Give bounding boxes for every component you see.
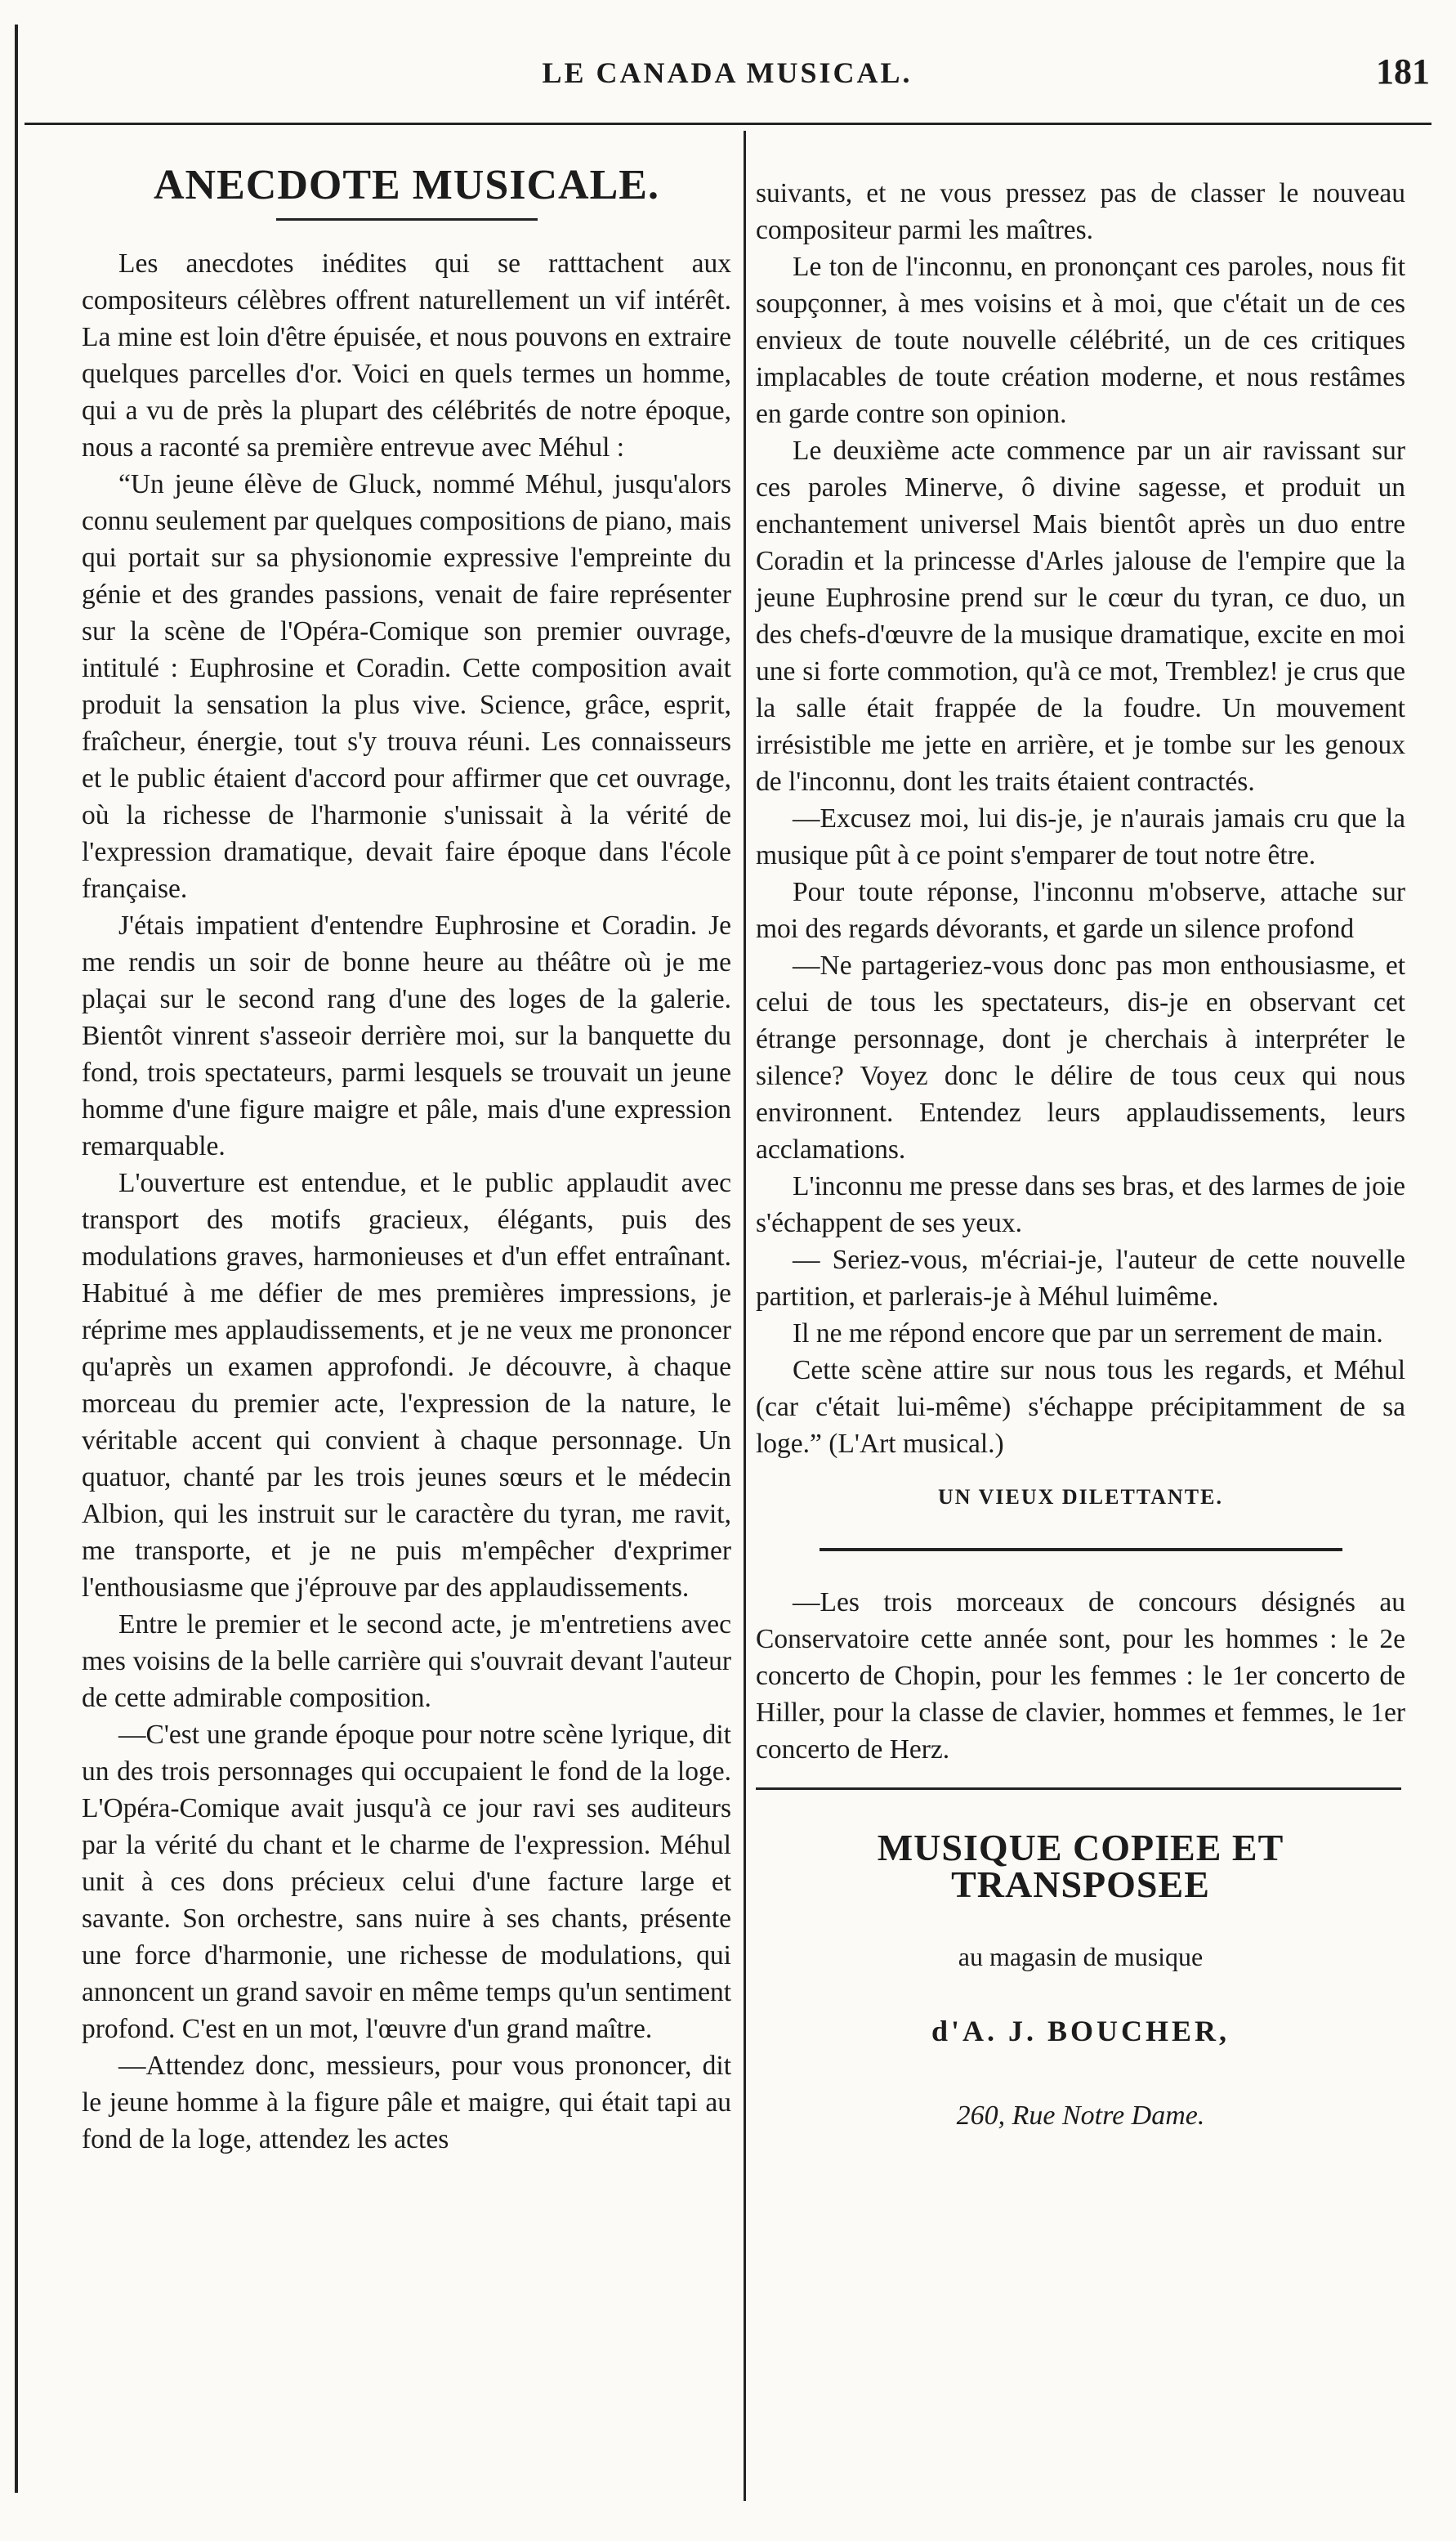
- paragraph: Cette scène attire sur nous tous les regards, et Méhul (car c'était lui-même) s'échappe précipitamment de sa loge.” (L'Art musical.): [756, 1355, 1405, 1459]
- left-border-rule: [15, 25, 18, 2493]
- page-header: [25, 51, 1430, 105]
- paragraph: —Attendez donc, messieurs, pour vous prononcer, dit le jeune homme à la figure pâle et maigre, qui était tapi au fond de la loge, attendez les actes: [82, 2051, 731, 2154]
- paragraph: Le deuxième acte commence par un air ravissant sur ces paroles Minerve, ô divine sagesse, et produit un enchantement universel Mais bientôt après un duo entre Coradin et la princesse d'Arles jalouse de l'empire que la jeune Euphrosine prend sur le cœur du tyran, ce duo, un des chefs-d'œuvre de la musique dramatique, excite en moi une si forte commotion, qu'à ce mot, Tremblez! je crus que la salle était frappée de la foudre. Un mouvement irrésistible me jette en arrière, et je tombe sur les genoux de l'inconnu, dont les traits étaient contractés.: [756, 436, 1405, 797]
- headline-rule: [276, 218, 538, 221]
- advert-rule: [756, 1787, 1401, 1790]
- advert-address: 260, Rue Notre Dame.: [956, 2100, 1205, 2131]
- paragraph: —Ne partageriez-vous donc pas mon enthousiasme, et celui de tous les spectateurs, dis-je en observant cet étrange personnage, dont je cherchais à interpréter le silence? Voyez donc le délire de tous ceux qui nous environnent. Entendez leurs applaudissements, leurs acclamations.: [756, 951, 1405, 1165]
- paragraph: Le ton de l'inconnu, en prononçant ces paroles, nous fit soupçonner, à mes voisins et à moi, que c'était un de ces envieux de toute nouvelle célébrité, un de ces critiques implacables de toute création moderne, et nous restâmes en garde contre son opinion.: [756, 252, 1405, 429]
- right-column: [756, 175, 1405, 2134]
- left-column: [82, 155, 731, 2158]
- paragraph: Les anecdotes inédites qui se ratttachent aux compositeurs célèbres offrent naturellement un vif intérêt. La mine est loin d'être épuisée, et nous pouvons en extraire quelques parcelles d'or. Voici en quels termes un homme, qui a vu de près la plupart des célébrités de notre époque, nous a raconté sa première entrevue avec Méhul :: [82, 248, 731, 463]
- advert-title: MUSIQUE COPIEE ET TRANSPOSEE: [877, 1827, 1284, 1905]
- advert-merchant: d'A. J. BOUCHER,: [931, 2015, 1230, 2047]
- advert-line: au magasin de musique: [958, 1942, 1204, 1971]
- paragraph: Pour toute réponse, l'inconnu m'observe, attache sur moi des regards dévorants, et garde un silence profond: [756, 877, 1405, 944]
- concours-notice: —Les trois morceaux de concours désignés au Conservatoire cette année sont, pour les hommes : le 2e concerto de Chopin, pour les femmes : le 1er concerto de Hiller, pour la classe de clavier, hommes et femmes, le 1er concerto de Herz.: [756, 1587, 1405, 1765]
- paragraph: Il ne me répond encore que par un serrement de main.: [793, 1318, 1383, 1349]
- paragraph: “Un jeune élève de Gluck, nommé Méhul, jusqu'alors connu seulement par quelques compositions de piano, mais qui portait sur sa physionomie expressive l'empreinte du génie et des grandes passions, venait de faire représenter sur la scène de l'Opéra-Comique son premier ouvrage, intitulé : Euphrosine et Coradin. Cette composition avait produit la sensation la plus vive. Science, grâce, esprit, fraîcheur, énergie, tout s'y trouva réuni. Les connaisseurs et le public étaient d'accord pour affirmer que cet ouvrage, où la richesse de l'harmonie s'unissait à la vérité de l'expression dramatique, devait faire époque dans l'école française.: [82, 469, 731, 904]
- paragraph: L'inconnu me presse dans ses bras, et des larmes de joie s'échappent de ses yeux.: [756, 1171, 1405, 1238]
- paragraph: —C'est une grande époque pour notre scène lyrique, dit un des trois personnages qui occupaient le fond de la loge. L'Opéra-Comique avait jusqu'à ce jour ravi ses auditeurs par la vérité du chant et le charme de l'expression. Méhul unit à ces dons précieux celui d'une facture large et savante. Son orchestre, sans nuire à ses chants, présente une force d'harmonie, une richesse de modulations, qui annoncent un grand savoir en même temps qu'un sentiment profond. C'est en un mot, l'œuvre d'un grand maître.: [82, 1720, 731, 2044]
- running-title: LE CANADA MUSICAL.: [542, 56, 913, 89]
- paragraph: L'ouverture est entendue, et le public applaudit avec transport des motifs gracieux, élégants, puis des modulations graves, harmonieuses et d'un effet entraînant. Habitué à me défier de mes premières impressions, je réprime mes applaudissements, et je ne veux me prononcer qu'après un examen approfondi. Je découvre, à chaque morceau du premier acte, l'expression de la nature, le véritable accent qui convient à chaque personnage. Un quatuor, chanté par les trois jeunes sœurs et le médecin Albion, qui les instruit sur le caractère du tyran, me ravit, me transporte, et je ne puis m'empêcher d'exprimer l'enthousiasme que j'éprouve par des applaudissements.: [82, 1168, 731, 1603]
- section-separator: [820, 1548, 1342, 1551]
- article-headline: ANECDOTE MUSICALE.: [154, 162, 659, 208]
- column-rule: [744, 131, 746, 2501]
- page-number: 181: [1376, 51, 1430, 92]
- paragraph: —Excusez moi, lui dis-je, je n'aurais jamais cru que la musique pût à ce point s'emparer de tout notre être.: [756, 803, 1405, 870]
- article-signature: UN VIEUX DILETTANTE.: [938, 1485, 1223, 1509]
- paragraph: — Seriez-vous, m'écriai-je, l'auteur de cette nouvelle partition, et parlerais-je à Méhul luimême.: [756, 1245, 1405, 1312]
- paragraph: Entre le premier et le second acte, je m'entretiens avec mes voisins de la belle carrière qui s'ouvrait devant l'auteur de cette admirable composition.: [82, 1609, 731, 1713]
- paragraph: suivants, et ne vous pressez pas de classer le nouveau compositeur parmi les maîtres.: [756, 178, 1405, 245]
- paragraph: J'étais impatient d'entendre Euphrosine et Coradin. Je me rendis un soir de bonne heure au théâtre où je me plaçai sur le second rang d'une des loges de la galerie. Bientôt vinrent s'asseoir derrière moi, sur la banquette du fond, trois spectateurs, parmi lesquels se trouvait un jeune homme d'une figure maigre et pâle, mais d'une expression remarquable.: [82, 910, 731, 1161]
- header-rule: [25, 123, 1431, 125]
